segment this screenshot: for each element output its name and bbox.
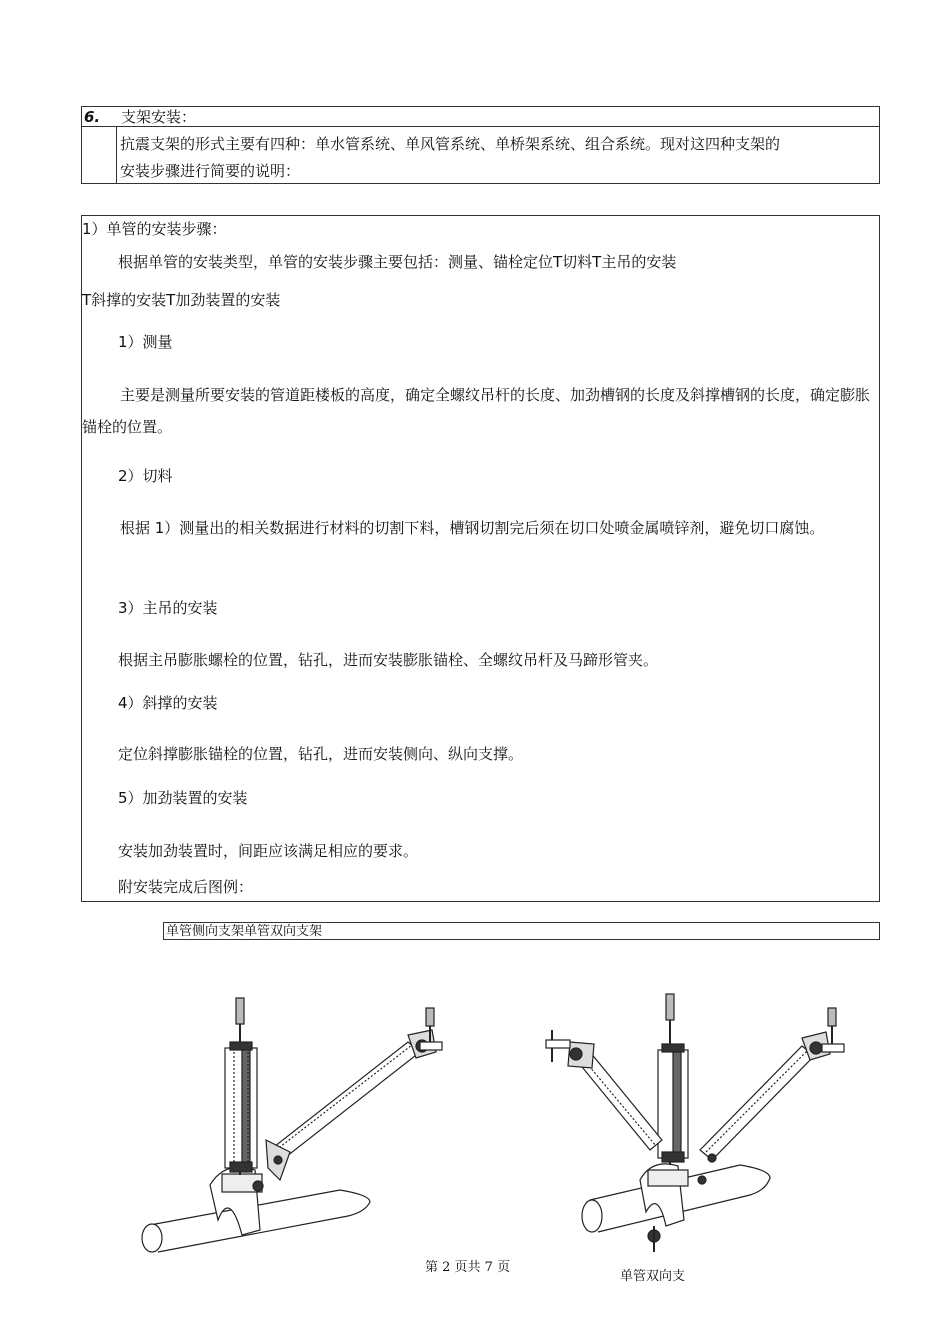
figure-caption: 单管侧向支架单管双向支架 (166, 924, 323, 939)
lateral-bracket-illustration (130, 990, 460, 1260)
section-6-title-divider (81, 126, 880, 127)
step-1-text: 主要是测量所要安装的管道距楼板的高度，确定全螺纹吊杆的长度、加劲槽钢的长度及斜撑槽钢的长度，确定膨胀锚栓的位置。 (82, 386, 871, 436)
page-footer: 第 2 页共 7 页 (425, 1260, 511, 1275)
step-2-text: 根据 1）测量出的相关数据进行材料的切割下料，槽钢切割完后须在切口处喷金属喷锌剂，避免切口腐蚀。 (120, 519, 825, 537)
figure-bottom-label: 单管双向支 (620, 1269, 686, 1284)
section-intro-line1: 抗震支架的形式主要有四种：单水管系统、单风管系统、单桥架系统、组合系统。现对这四种支架的 (120, 135, 781, 153)
single-pipe-summary-line2: T斜撑的安装T加劲装置的安装 (82, 291, 281, 309)
step-5-title: 5）加劲装置的安装 (118, 789, 248, 807)
step-4-title: 4）斜撑的安装 (118, 694, 218, 712)
step-1-title: 1）测量 (118, 333, 173, 351)
step-3-title: 3）主吊的安装 (118, 599, 218, 617)
section-6-intro-divider (116, 126, 117, 184)
step-4-text: 定位斜撑膨胀锚栓的位置，钻孔，进而安装侧向、纵向支撑。 (118, 745, 524, 763)
bidirectional-bracket-illustration (540, 990, 850, 1260)
single-pipe-summary-line1: 根据单管的安装类型，单管的安装步骤主要包括：测量、锚栓定位T切料T主吊的安装 (118, 253, 677, 271)
step-3-text: 根据主吊膨胀螺栓的位置，钻孔，进而安装膨胀锚栓、全螺纹吊杆及马蹄形管夹。 (118, 651, 659, 669)
single-pipe-heading: 1）单管的安装步骤： (82, 220, 227, 238)
section-number: 6. (84, 108, 101, 126)
section-intro-line2: 安装步骤进行简要的说明： (120, 162, 301, 180)
step-2-title: 2）切料 (118, 467, 173, 485)
section-title: 支架安装： (121, 108, 197, 126)
figure-note: 附安装完成后图例： (118, 878, 254, 896)
step-5-text: 安装加劲装置时，间距应该满足相应的要求。 (118, 842, 419, 860)
